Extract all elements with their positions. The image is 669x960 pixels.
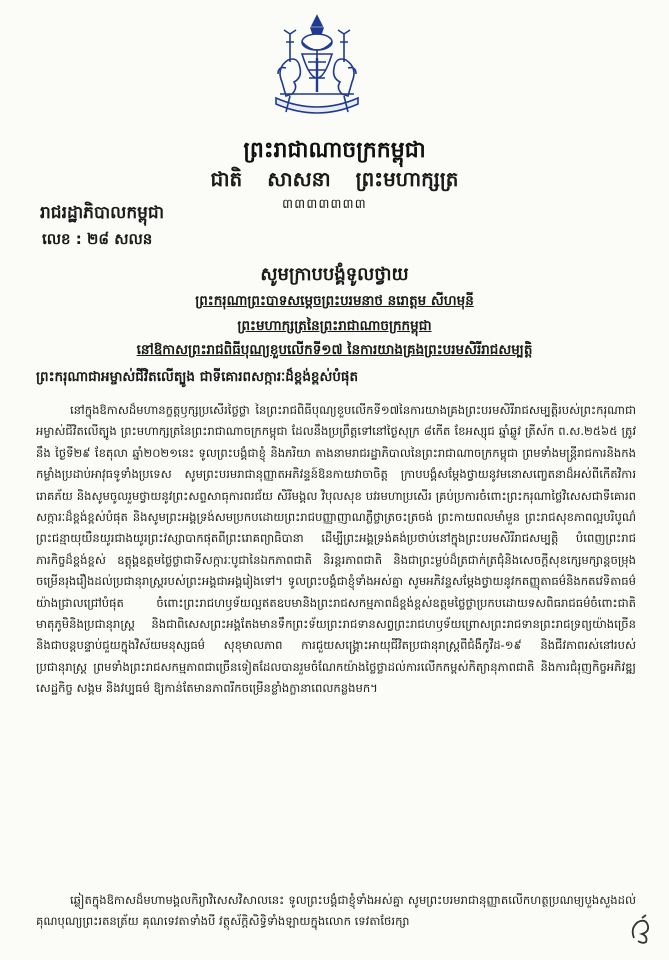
honorific-line-1: ព្រះករុណាព្រះបាទសម្ដេចព្រះបរមនាថ នរោត្តម សីហមុនី (195, 293, 474, 309)
honorific-line-3: នៅឱកាសព្រះរាជពិធីបុណ្យខួបលើកទី១៧ នៃការយាងគ្រងព្រះបរមសិរីរាជសម្បត្តិ (136, 342, 533, 358)
honorific-line-2: ព្រះមហាក្សត្រនៃព្រះរាជាណាចក្រកម្ពុជា (237, 318, 432, 334)
national-motto: ជាតិ សាសនា ព្រះមហាក្សត្រ (210, 167, 459, 191)
body-paragraph-2: ឆ្លៀតក្នុងឱកាសដ៏មហាមង្គលកិរ្យាវិសេសវិសាលនេះ ទូលព្រះបង្គំជាខ្ញុំទាំងអស់គ្នា សូមព្រះបរមរាជានុញ្ញាតលើកហត្ថប្រណម្យបួងសួងដល់គុណបុណ្យព្រះរតនត្រ័យ គុណទេវតាទាំងបី វត្ថុស័ក្តិសិទ្ធិទាំងឡាយក្នុងលោក ទេវតាថែរក្សា (36, 893, 636, 929)
honorific-line-4: ព្រះករុណាជាអម្ចាស់ជីវិតលើត្បូង ជាទីគោរពសក្ការៈដ៏ខ្ពង់ខ្ពស់បំផុត (36, 369, 359, 385)
body-paragraph-1: នៅក្នុងឱកាសដ៏មហានក្ខត្តឫក្សប្រសើរថ្លៃថ្លា នៃព្រះរាជពិធីបុណ្យខួបលើកទី១៧នៃការយាងគ្រងព្រះបរមសិរីរាជសម្បត្តិរបស់ព្រះករុណាជាអម្ចាស់ជីវិតលើត្បូង ព្រះមហាក្សត្រនៃព្រះរាជាណាចក្រកម្ពុជា ដែលនឹងប្រព្រឹត្តទៅនៅថ្ងៃសុក្រ ៨កើត ខែអស្សុជ ឆ្នាំឆ្លូវ ត្រីស័ក ព.ស.២៥៦៥ ត្រូវនឹង ថ្ងៃទី២៩ ខែតុលា ឆ្នាំ២០២១នេះ ទូលព្រះបង្គំជាខ្ញុំ និងភរិយា តាងនាមរាជរដ្ឋាភិបាលនៃព្រះរាជាណាចក្រកម្ពុជា ព្រមទាំងមន្ត្រីរាជការនិងកងកម្លាំងប្រដាប់អាវុធទូទាំងប្រទេស សូមព្រះបរមរាជានុញ្ញាតអភិវន្ទន៍ឱនកាយវាចាចិត្ត ក្រាបបង្គំសម្តែងថ្វាយនូវមនោសញ្ចេតនាដ៏អស់ពីកើតវិការរោគភ័យ និងសូមចូលរួមថ្វាយនូវព្រះសព្ទសាធុការពរជ័យ សិរីមង្គល វិបុលសុខ បវរមហាប្រសើរ គ្រប់ប្រការចំពោះព្រះករុណាថ្លៃវិសេសជាទីគោរពសក្ការៈដ៏ខ្ពង់ខ្ពស់បំផុត និងសូមព្រះអង្គទ្រង់សមប្រកបដោយព្រះរាជបញ្ញាញាណភ្លឺថ្លាត្រចះត្រចង់ ព្រះកាយពលមាំមួន ព្រះរាជសុខភាពល្អបរិបូណ៌ ព្រះជន្មាយុយឺនយូរជាងយូរព្រះវស្សាបាកផុតពីព្រះរោគព្យាធិបានា ដើម្បីព្រះអង្គទ្រង់គង់ប្រថាប់នៅក្នុងព្រះបរមសិរីរាជសម្បត្តិ បំពេញព្រះរាជភារកិច្ចដ៏ខ្ពង់ខ្ពស់ ឧត្តុង្គឧត្តមថ្លៃថ្លាជាទីសក្ការៈបូជានៃឯកភាពជាតិ និរន្តរភាពជាតិ និងជាព្រះម្លប់ដ៏ត្រជាក់ត្រជុំនិងសេចក្តីសុខក្សេមក្សាន្តចម្រុងចម្រើនរុងរឿងដល់ប្រជានុរាស្ត្ររបស់ព្រះអង្គជាអង្គរៀងទៅ។ ទូលព្រះបង្គំជាខ្ញុំទាំងអស់គ្នា សូមអភិវន្ទសម្តែងថ្វាយនូវកតញ្ញុតាធម៌និងកតវេទិតាធម៌យ៉ាងជ្រាលជ្រៅបំផុត ចំពោះព្រះរាជហឫទ័យល្អឥតឧបមានិងព្រះរាជសកម្មភាពដ៏ខ្ពង់ខ្ពស់ឧត្តមថ្លៃថ្លាប្រកបដោយទសពិធរាជធម៌ចំពោះជាតិមាតុភូមិនិងប្រជានុរាស្ត្រ និងជាពិសេសព្រះអង្គតែងមានទឹកព្រះទ័យព្រះរាជទានសព្វព្រះរាជហឫទ័យព្រោសព្រះរាជទានព្រះរាជទ្រព្យយ៉ាងច្រើន និងជាបន្តបន្ទាប់ជួយក្នុងវិស័យមនុស្សធម៌ សុខុមាលភាព ការជួយសង្គ្រោះអាយុជីវិតប្រជានុរាស្ត្រពីជំងឺកូវីដ-១៩ និងជីវភាពរស់នៅរបស់ប្រជានុរាស្ត្រ ព្រមទាំងព្រះរាជសកម្មភាពជាច្រើនទៀតដែលបានរួមចំណែកយ៉ាងថ្លៃថ្លាដល់ការលើកកម្ពស់កិត្យានុភាពជាតិ និងការជំរុញកិច្ចអភិវឌ្ឍសេដ្ឋកិច្ច សង្គម និងវប្បធម៌ ឱ្យកាន់តែមានភាពរីកចម្រើនខ្លាំងក្លានាពេលកន្លងមក។ (36, 403, 636, 696)
kingdom-title: ព្រះរាជាណាចក្រកម្ពុជា (243, 138, 426, 163)
royal-coat-of-arms-icon (262, 12, 372, 132)
reference-number: លេខ : ២៨ សលន (42, 230, 153, 248)
government-name: រាជរដ្ឋាភិបាលកម្ពុជា (40, 203, 165, 223)
ornament-divider: ៣៣៣៣៣៣៣ (282, 197, 367, 212)
signature-mark-icon (628, 914, 654, 944)
salutation-heading: សូមក្រាបបង្គំទូលថ្វាយ (260, 264, 409, 285)
